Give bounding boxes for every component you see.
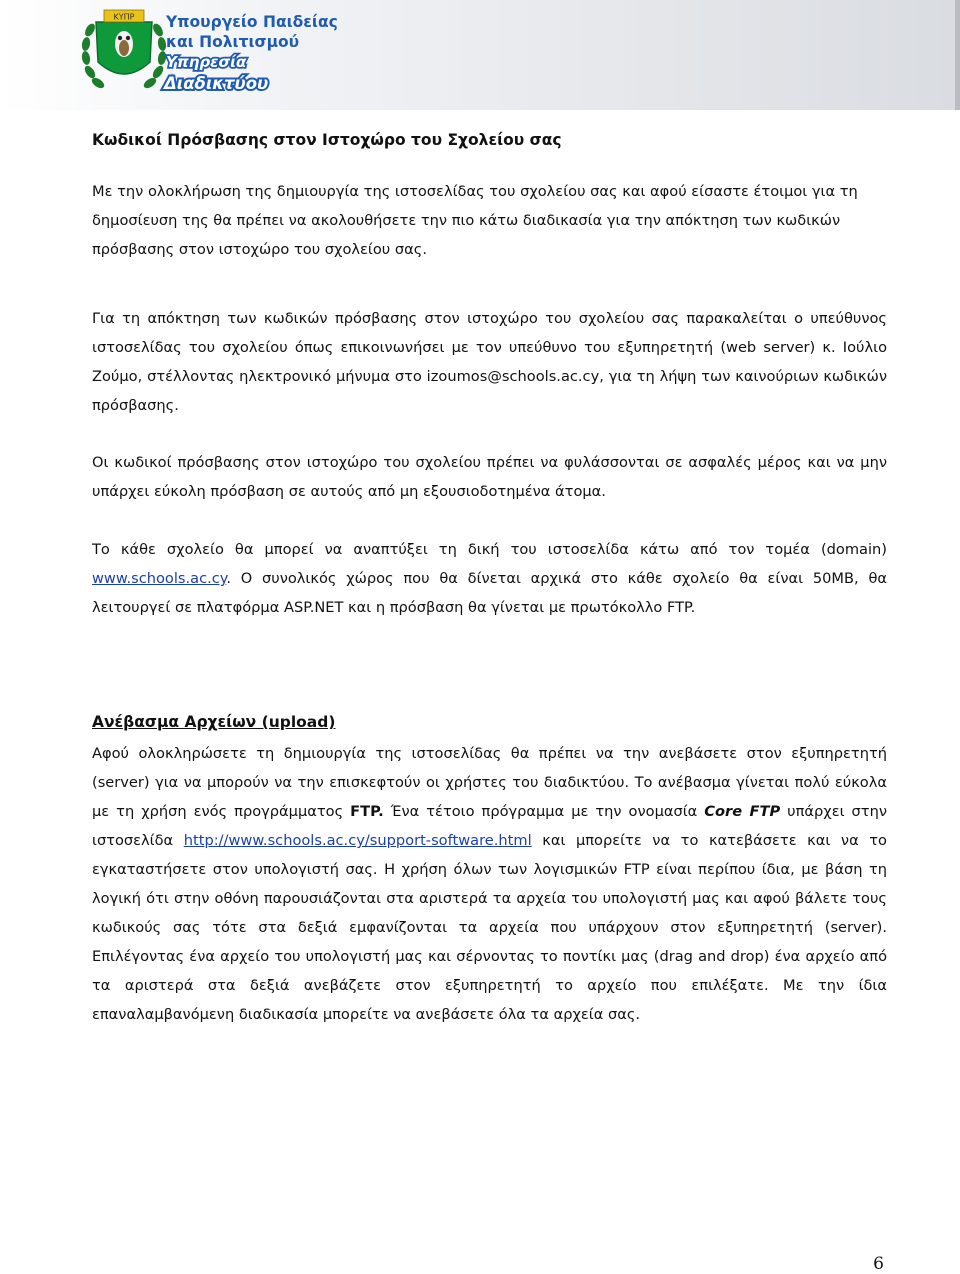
header-ministry-line2: και Πολιτισμού (166, 33, 300, 51)
paragraph-2: Για τη απόκτηση των κωδικών πρόσβασης στον ιστοχώρο του σχολείου σας παρακαλείται ο υπεύθυνος ιστοσελίδας του σχολείου όπως επικοινωνήσει με τον υπεύθυνο του εξυπηρετητή (web server) κ. Ιούλιο Ζούμο, στέλλοντας ηλεκτρονικό μήνυμα στο izoumos@schools.ac.cy, για τη λήψη των καινούριων κωδικών πρόσβασης. (92, 310, 887, 414)
paragraph-security-block (92, 448, 887, 506)
header-service-line1: Υπηρεσία (166, 53, 247, 71)
section-upload (92, 713, 887, 731)
upload-text-4: και μπορείτε να το κατεβάσετε και να το εγκαταστήσετε στον υπολογιστή σας. Η χρήση όλων των λογισμικών FTP είναι περίπου ίδια, με βάση τη λογική ότι στην οθόνη παρουσιάζονται στα αριστερά τα αρχεία του υπολογιστή μας και αφού βάλετε τους κωδικούς σας τότε στα δεξιά εμφανίζονται τα αρχεία που υπάρχουν στον εξυπηρετητή (server). Επιλέγοντας ένα αρχείο του υπολογιστή μας και σέρνοντας το ποντίκι μας (drag and drop) ένα αρχείο από τα αριστερά στα δεξιά ανεβάζετε στον εξυπηρετητή το αρχείο που επιλέξατε. Με την ίδια επαναλαμβανόμενη διαδικασία μπορείτε να ανεβάσετε όλα τα αρχεία σας. (92, 832, 887, 1023)
section-title-upload: Ανέβασμα Αρχείων (upload) (92, 713, 336, 731)
paragraph-domain-block (92, 535, 887, 622)
paragraph-intro (92, 177, 887, 264)
paragraph-contact-block (92, 304, 887, 420)
schools-domain-link[interactable]: www.schools.ac.cy (92, 570, 227, 587)
ftp-bold-text: FTP. (350, 803, 384, 820)
header-ministry-line1: Υπουργείο Παιδείας (166, 13, 338, 31)
paragraph-4-text-b: . Ο συνολικός χώρος που θα δίνεται αρχικά στο κάθε σχολείο θα είναι 50MB, θα λειτουργεί σε πλατφόρμα ASP.NET και η πρόσβαση θα γίνεται με πρωτόκολλο FTP. (92, 570, 887, 616)
paragraph-4 (92, 535, 887, 622)
paragraph-4-text-a: Το κάθε σχολείο θα μπορεί να αναπτύξει τη δική του ιστοσελίδα κάτω από τον τομέα (domain) (92, 541, 887, 558)
paragraph-upload (92, 739, 887, 1029)
paragraph-1: Με την ολοκλήρωση της δημιουργία της ιστοσελίδας του σχολείου σας και αφού είσαστε έτοιμοι για τη δημοσίευση της θα πρέπει να ακολουθήσετε την πιο κάτω διαδικασία για την απόκτηση των κωδικών πρόσβασης στον ιστοχώρο του σχολείου σας. (92, 183, 858, 258)
paragraph-upload-block (92, 739, 887, 1029)
coreftp-name: Core FTP (704, 803, 781, 820)
upload-text-3: υπάρχει στην ιστοσελίδα (92, 803, 887, 849)
support-software-link[interactable]: http://www.schools.ac.cy/support-software.html (183, 832, 532, 849)
header-service-line2: Διαδικτύου (164, 74, 269, 93)
header-banner (0, 0, 960, 110)
page-number: 6 (873, 1254, 884, 1274)
logo-badge-text: ΚΥΠΡ (113, 12, 135, 22)
paragraph-3: Οι κωδικοί πρόσβασης στον ιστοχώρο του σχολείου πρέπει να φυλάσσονται σε ασφαλές μέρος και να μην υπάρχει εύκολη πρόσβαση σε αυτούς από μη εξουσιοδοτημένα άτομα. (92, 454, 887, 500)
section-title-access-codes: Κωδικοί Πρόσβασης στον Ιστοχώρο του Σχολείου σας (92, 131, 562, 149)
section-access-codes (92, 131, 887, 149)
upload-text-1: Αφού ολοκληρώσετε τη δημιουργία της ιστοσελίδας θα πρέπει να την ανεβάσετε στον εξυπηρετητή (server) για να μπορούν να την επισκεφτούν οι χρήστες του διαδικτύου. Το ανέβασμα γίνεται πολύ εύκολα με τη χρήση ενός προγράμματος (92, 745, 887, 820)
upload-text-2: Ένα τέτοιο πρόγραμμα με την ονομασία (383, 803, 705, 820)
